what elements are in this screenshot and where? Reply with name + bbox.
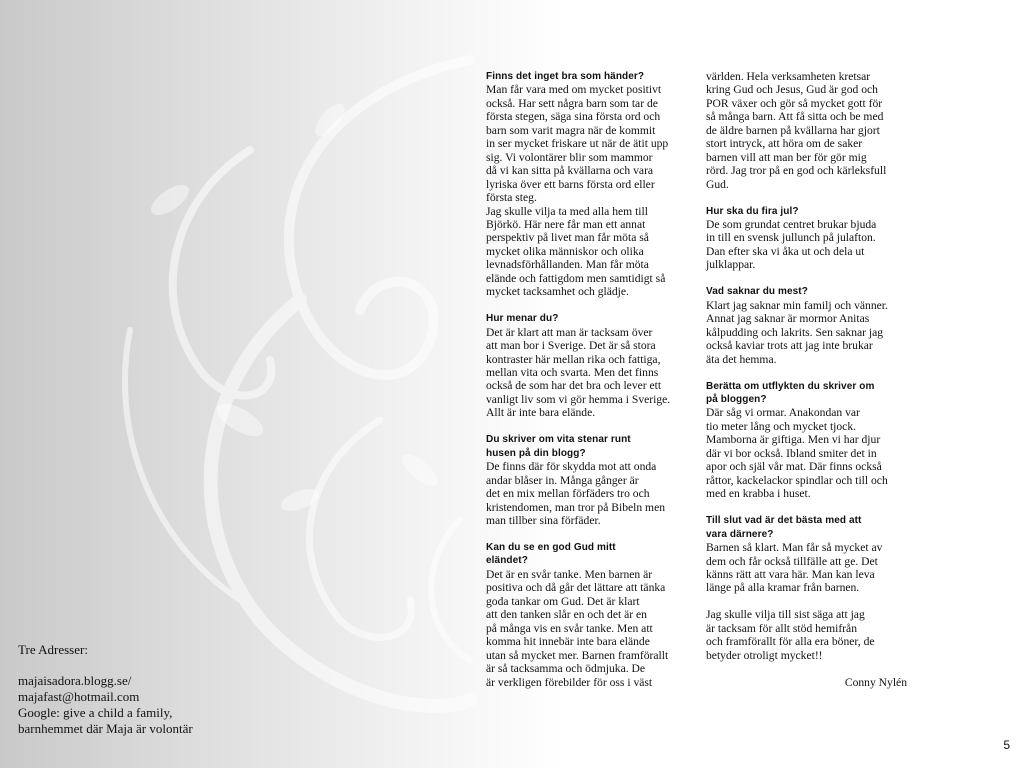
address-blog-link[interactable]: majaisadora.blogg.se/ <box>18 673 132 688</box>
question-heading: Finns det inget bra som händer? <box>486 71 645 82</box>
qa-section <box>706 514 911 595</box>
addresses-heading: Tre Adresser: <box>18 642 88 657</box>
address-email-link[interactable]: majafast@hotmail.com <box>18 689 140 704</box>
qa-section <box>486 70 691 299</box>
qa-section <box>706 285 911 366</box>
question-heading: Kan du se en god Gud mitt eländet? <box>486 542 616 567</box>
qa-section <box>706 380 911 501</box>
address-google-line: Google: give a child a family, <box>18 705 173 720</box>
answer-text: Klart jag saknar min familj och vänner. Annat jag saknar är mormor Anitas kålpudding och lakrits. Sen saknar jag också kaviar trots att jag inte brukar äta det hemma. <box>706 298 888 366</box>
qa-section <box>706 70 911 191</box>
answer-text: De som grundat centret brukar bjuda in till en svensk jullunch på julafton. Dan efter ska vi åka ut och dela ut julklappar. <box>706 218 877 272</box>
answer-text: Det är en svår tanke. Men barnen är positiva och då går det lättare att tänka goda tankar om Gud. Det är klart att den tanken slår en och det är en på många vis en svår tanke. Men att komma hit innebär inte bara elände utan så mycket mer. Barnen framförallt är så tacksamma och ödmjuka. De är verkligen förebilder för oss i väst <box>486 567 669 689</box>
address-orphanage-line: barnhemmet där Maja är volontär <box>18 721 193 736</box>
question-heading: Berätta om utflykten du skriver om på bloggen? <box>706 380 875 406</box>
question-heading: Vad saknar du mest? <box>706 286 808 298</box>
qa-section <box>486 312 691 420</box>
question-heading: Hur menar du? <box>486 313 559 325</box>
answer-text: Barnen så klart. Man får så mycket av dem och får också tillfälle att ge. Det känns rätt att vara här. Man kan leva länge på alla kramar från barnen. <box>706 541 883 595</box>
question-heading: Till slut vad är det bästa med att vara därnere? <box>706 515 862 540</box>
qa-section <box>486 541 691 689</box>
author-signature: Conny Nylén <box>844 675 907 689</box>
question-heading: Hur ska du fira jul? <box>706 205 799 217</box>
answer-text: Man får vara med om mycket positivt också. Har sett några barn som tar de första stegen, säga sina första ord och barn som varit magra när de kommit in ser mycket friskare ut när de ätit upp sig. Vi volontärer blir som mammor då vi kan sitta på kvällarna och vara lyriska över ett barns första ord eller första steg. Jag skulle vilja ta med alla hem till Björkö. Här nere får man ett annat perspektiv på livet man får möta så mycket olika människor och olika levnadsförhållanden. Man får möta eländе och fattigdom men samtidigt så mycket tacksamhet och glädje. <box>486 83 669 299</box>
qa-section <box>486 433 691 527</box>
answer-text: Det är klart att man är tacksam över att man bor i Sverige. Det är så stora kontraster här mellan rika och fattiga, mellan vita och svarta. Men det finns också de som har det bra och lever ett vanligt liv som vi gör hemma i Sverige. Allt är inte bara elände. <box>486 325 671 420</box>
article-column-right <box>706 70 911 689</box>
addresses-box <box>18 642 248 737</box>
answer-text: Där såg vi ormar. Anakondan var tio meter lång och mycket tjock. Mamborna är giftiga. Men vi har djur där vi bor också. Ibland smiter det in apor och själ vår mat. Där finns också råttor, kackelackor spindlar och till och med en krabba i huset. <box>706 406 888 501</box>
page-number: 5 <box>1003 738 1010 752</box>
answer-text: De finns där för skydda mot att onda andar blåser in. Många gånger är det en mix mellan förfäders tro och kristendomen, man tror på Bibeln men man tillber sina förfäder. <box>486 460 666 528</box>
closing-text: Jag skulle vilja till sist säga att jag är tacksam för allt stöd hemifrån och framförallt för alla era böner, de betyder otroligt mycket!! <box>706 608 875 662</box>
qa-section <box>706 205 911 272</box>
question-heading: Du skriver om vita stenar runt husen på din blogg? <box>486 434 631 459</box>
article-column-left <box>486 70 691 702</box>
answer-text: världen. Hela verksamheten kretsar kring Gud och Jesus, Gud är god och POR växer och gör så mycket gott för så många barn. Att få sitta och be med de äldre barnen på kvällarna har gjort stort intryck, att höra om de saker barnen vill att man ber för gör mig rörd. Jag tror på en god och kärleksfull Gud. <box>706 70 887 191</box>
